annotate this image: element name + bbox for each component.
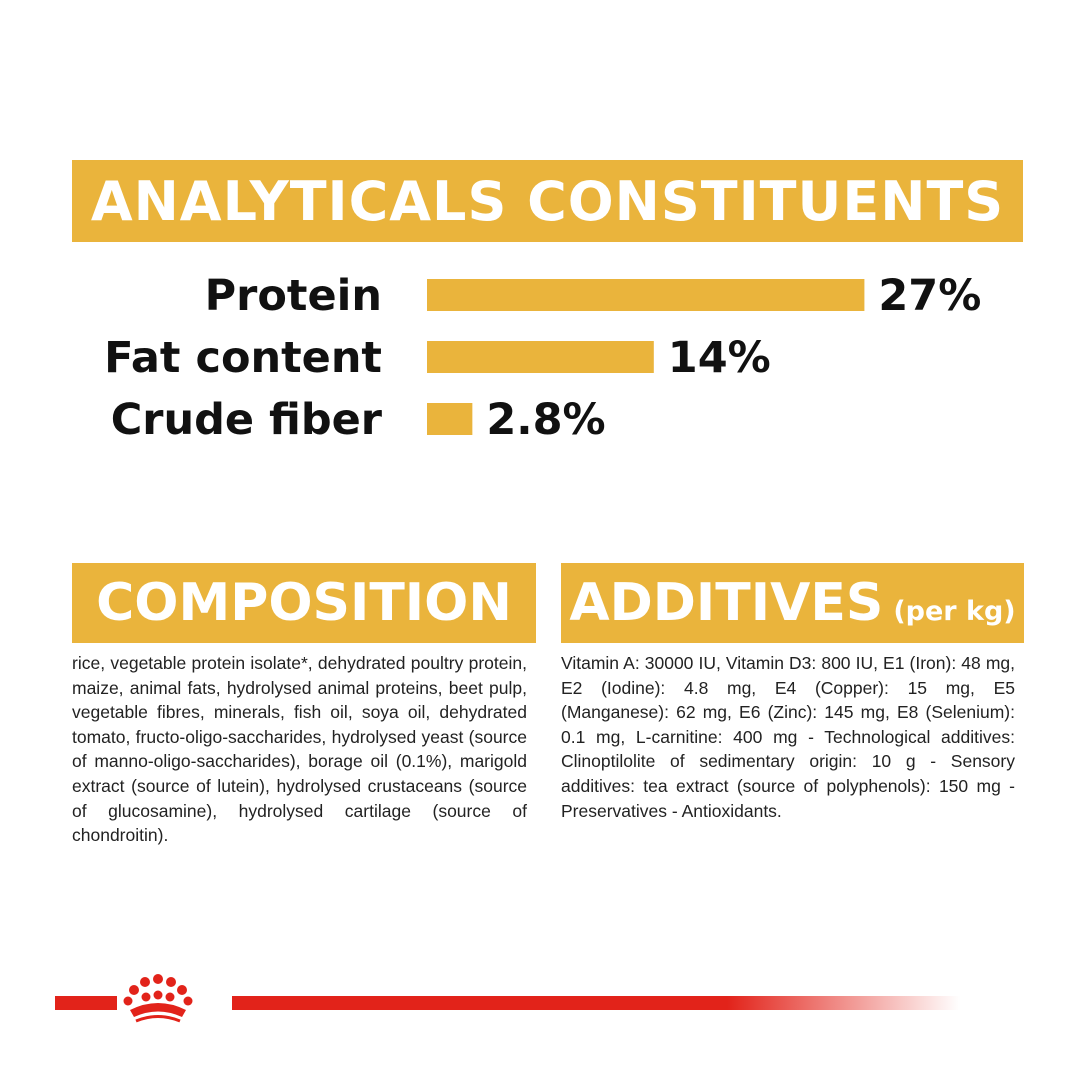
additives-text: Vitamin A: 30000 IU, Vitamin D3: 800 IU, E1 (Iron): 48 mg, E2 (Iodine): 4.8 mg, E4 (Copper): 15 mg, E5 (Manganese): 62 mg, E6 (Zinc): 145 mg, E8 (Selenium): 0.1 mg, L-carnitine: 400 mg - Technological additives: Clinoptilolite of sedimentary origin: 10 g - Sensory additives: tea extract (source of polyphenols): 150 mg - Preservatives - Antioxidants. — [561, 653, 1015, 821]
additives-banner — [561, 563, 1024, 643]
bar — [427, 403, 472, 435]
nutrient-bar-chart — [0, 262, 1080, 452]
composition-banner — [72, 563, 536, 643]
footer-line-left — [55, 996, 117, 1010]
category-label: Fat content — [104, 333, 382, 383]
additives-title: ADDITIVES — [569, 573, 884, 633]
additives-title-suffix: (per kg) — [893, 595, 1016, 627]
section-title: ANALYTICALS CONSTITUENTS — [90, 169, 1005, 233]
category-label: Crude fiber — [110, 395, 382, 445]
bar — [427, 341, 654, 373]
composition-text: rice, vegetable protein isolate*, dehydrated poultry protein, maize, animal fats, hydrolysed animal proteins, beet pulp, vegetable fibres, minerals, fish oil, soya oil, dehydrated tomato, fructo-oligo-saccharides, hydrolysed yeast (source of manno-oligo-saccharides), borage oil (0.1%), marigold extract (source of lutein), hydrolysed crustaceans (source of glucosamine), hydrolysed cartilage (source of chondroitin). — [72, 653, 527, 846]
analytical-constituents-banner — [72, 160, 1023, 242]
composition-title: COMPOSITION — [96, 573, 512, 633]
category-label: Protein — [204, 271, 382, 321]
value-label: 14% — [667, 333, 771, 383]
value-label: 2.8% — [486, 395, 606, 445]
footer-line-right — [232, 996, 960, 1010]
bar — [427, 279, 864, 311]
crown-icon — [118, 970, 198, 1028]
value-label: 27% — [878, 271, 982, 321]
